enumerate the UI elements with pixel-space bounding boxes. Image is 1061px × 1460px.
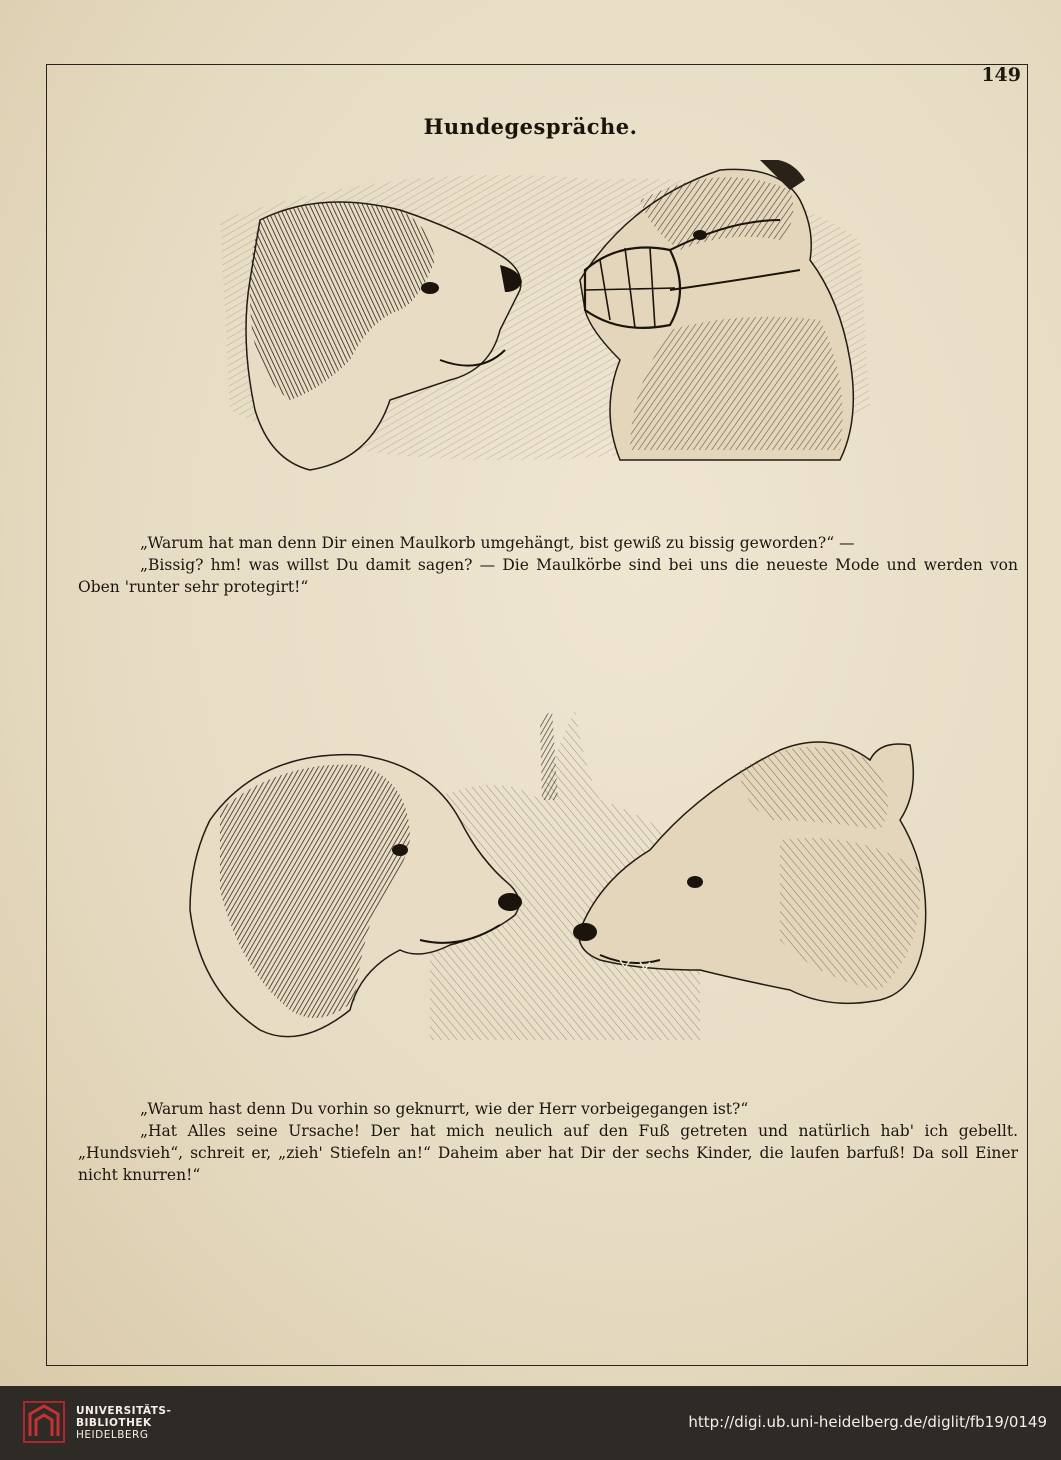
institution-line2: BIBLIOTHEK [76,1417,152,1429]
footer-bar [0,1386,1061,1460]
page-title: Hundegespräche. [423,114,638,139]
institution-name [76,1405,171,1441]
illustration-dogs-muzzle [200,160,880,490]
institution-line1: UNIVERSITÄTS- [76,1405,172,1417]
institution-line3: HEIDELBERG [76,1429,149,1441]
page-number: 149 [981,64,1021,86]
illustration-dogs-snarling [180,710,940,1070]
caption-first-line2: „Bissig? hm! was willst Du damit sagen? — Die Maulkörbe sind bei uns die neueste Mode und werden von Oben 'runter sehr protegirt!“ [78,556,1018,596]
dog-heads-snarling-engraving [180,710,940,1070]
caption-second [78,1098,1018,1186]
dog-heads-muzzle-engraving [200,160,880,490]
source-url-link[interactable]: http://digi.ub.uni-heidelberg.de/diglit/fb19/0149 [688,1413,1047,1431]
caption-second-line1: „Warum hast denn Du vorhin so geknurrt, wie der Herr vorbeigegangen ist?“ [140,1100,749,1118]
caption-first [78,532,1018,598]
caption-first-line1: „Warum hat man denn Dir einen Maulkorb umgehängt, bist gewiß zu bissig geworden?“ — [140,534,855,552]
caption-second-line2: „Hat Alles seine Ursache! Der hat mich neulich auf den Fuß getreten und natürlich hab' ich gebellt. „Hundsvieh“, schreit er, „zieh' Stiefeln an!“ Daheim aber hat Dir der sechs Kinder, die laufen barfuß! Da soll Einer nicht knurren!“ [78,1122,1018,1184]
ub-heidelberg-logo-icon [22,1400,66,1444]
